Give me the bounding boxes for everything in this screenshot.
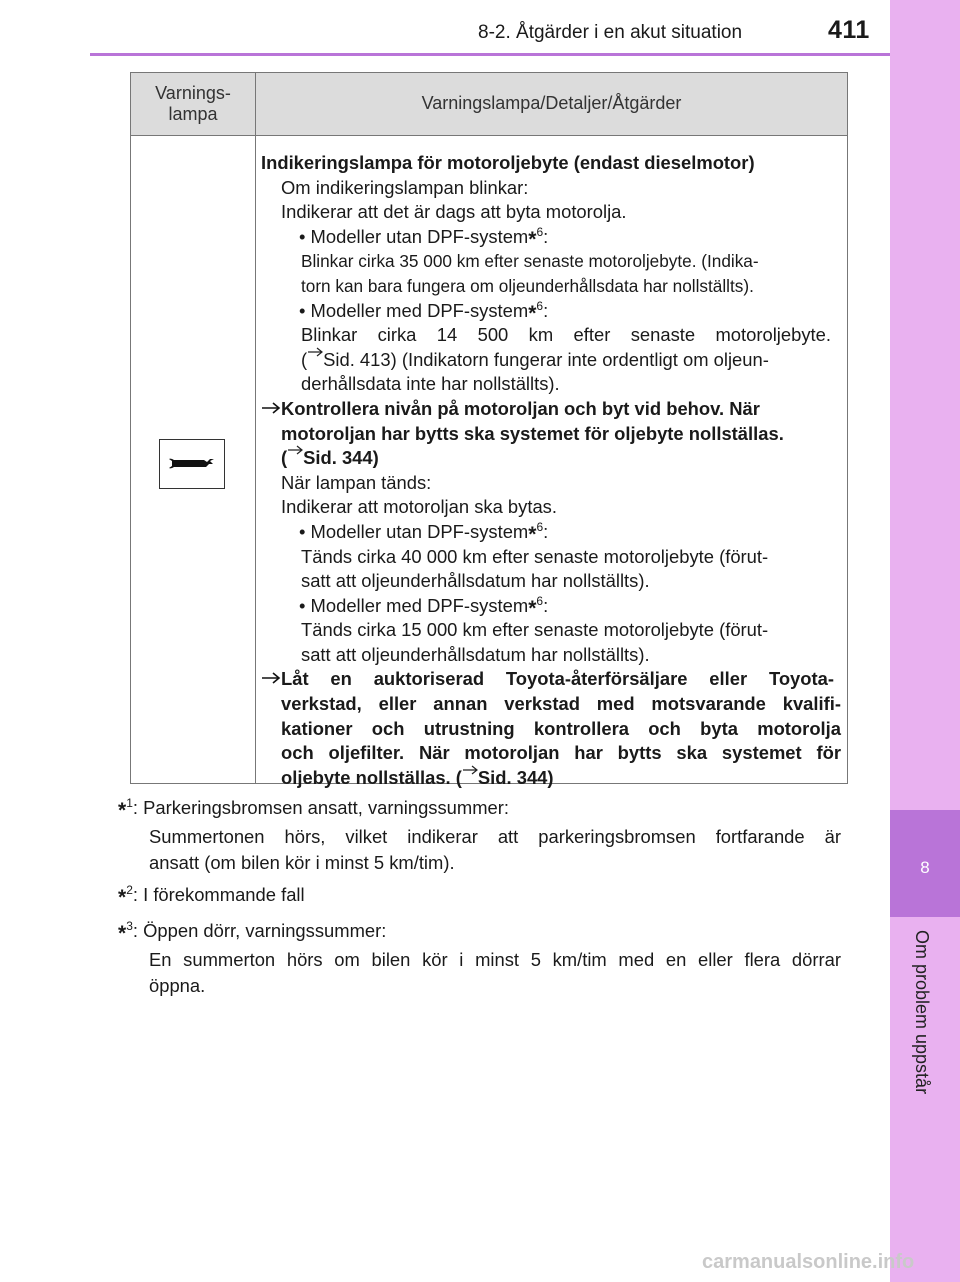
footnote-number: 2 — [126, 882, 133, 897]
text-line: torn kan bara fungera om oljeunderhållsdata har nollställts). — [301, 275, 754, 296]
arrow-right-icon — [462, 774, 478, 784]
footnote-text: Summertonen hörs, vilket indikerar att parkeringsbromsen fortfarande är — [149, 826, 841, 847]
arrow-right-icon — [307, 356, 323, 366]
text-span: oljebyte nollställas. ( — [281, 766, 462, 788]
text-span: kationer och utrustning kontrollera och byta motorolja — [281, 717, 841, 739]
column-divider — [255, 73, 256, 783]
text-line: Tänds cirka 40 000 km efter senaste motoroljebyte (förut- — [301, 545, 769, 567]
footnote-text: : Parkeringsbromsen ansatt, varningssummer: — [132, 797, 510, 818]
bullet-text: • Modeller med DPF-system — [299, 299, 529, 321]
colon: : — [543, 225, 549, 247]
chapter-number-box — [890, 810, 960, 917]
chapter-number: 8 — [920, 858, 930, 877]
text-line: När lampan tänds: — [281, 471, 432, 493]
action-line — [261, 717, 841, 742]
footnote-ref: 6 — [536, 298, 544, 313]
bullet-text: • Modeller med DPF-system — [299, 594, 529, 616]
text-span: Sid. 344) — [477, 766, 554, 788]
table-header-row — [131, 73, 847, 136]
footnote-star: * — [528, 596, 537, 620]
footnote-ref: 6 — [536, 224, 544, 239]
warning-lamp-table — [130, 72, 848, 788]
column-header-lamp-line1: Varnings- — [155, 83, 231, 103]
footnote-3 — [118, 918, 841, 999]
text-span: och oljefilter. När motoroljan har bytts ska systemet för — [281, 742, 841, 764]
bullet-item — [261, 594, 841, 619]
text-line — [261, 323, 831, 348]
text-span: Kontrollera nivån på motoroljan och byt vid behov. När — [281, 397, 760, 419]
footnote-star: * — [528, 522, 537, 546]
watermark: carmanualsonline.info — [702, 1251, 915, 1273]
footnote-star: * — [118, 799, 127, 822]
column-header-lamp-line2: lampa — [168, 104, 218, 124]
bullet-item — [261, 225, 841, 250]
footnote-number: 3 — [126, 918, 133, 933]
column-header-details: Varningslampa/Detaljer/Åtgärder — [421, 93, 682, 113]
footnote-text: : I förekommande fall — [132, 884, 305, 905]
footnote-star: * — [118, 886, 127, 909]
colon: : — [543, 594, 549, 616]
text-line: satt att oljeunderhållsdatum har nollställts). — [301, 570, 650, 592]
colon: : — [543, 520, 549, 542]
bullet-item — [261, 520, 841, 545]
footnote-text: ansatt (om bilen kör i minst 5 km/tim). — [149, 852, 455, 873]
text-span: ( — [301, 348, 308, 370]
action-line — [261, 766, 841, 791]
text-line: Tänds cirka 15 000 km efter senaste motoroljebyte (förut- — [301, 619, 769, 641]
footnote-star: * — [118, 922, 127, 945]
footnote-text: En summerton hörs om bilen kör i minst 5 km/tim med en eller flera dörrar — [149, 949, 841, 970]
action-line — [261, 446, 841, 471]
footnote-2 — [118, 882, 305, 911]
action-line — [261, 741, 841, 766]
text-span: Sid. 344) — [303, 447, 379, 469]
footnote-text: : Öppen dörr, varningssummer: — [132, 920, 387, 941]
text-span: Sid. 413) (Indikatorn fungerar inte ordentligt om oljeun- — [323, 348, 769, 370]
text-span: Blinkar cirka 14 500 km efter senaste motoroljebyte. — [301, 324, 831, 346]
footnote-star: * — [528, 227, 537, 251]
text-line: Indikerar att motoroljan ska bytas. — [281, 496, 557, 518]
text-span: ( — [281, 447, 288, 469]
wrench-icon — [159, 439, 225, 489]
column-header-lamp — [131, 83, 255, 125]
bullet-text: • Modeller utan DPF-system — [299, 225, 529, 247]
colon: : — [543, 299, 549, 321]
bullet-text: • Modeller utan DPF-system — [299, 520, 529, 542]
text-line: Indikerar att det är dags att byta motorolja. — [281, 201, 627, 223]
footnote-number: 1 — [126, 795, 133, 810]
text-line — [261, 249, 841, 274]
action-line: motoroljan har bytts ska systemet för oljebyte nollställas. — [281, 422, 784, 444]
footnote-ref: 6 — [536, 519, 544, 534]
text-line: derhållsdata inte har nollställts). — [301, 373, 560, 395]
text-line — [261, 348, 841, 373]
footnote-1 — [118, 795, 841, 876]
footnote-star: * — [528, 301, 537, 325]
page-number: 411 — [828, 16, 870, 44]
text-line: satt att oljeunderhållsdatum har nollställts). — [301, 643, 650, 665]
text-line: Om indikeringslampan blinkar: — [281, 176, 529, 198]
action-line — [261, 667, 841, 692]
action-line — [261, 397, 841, 422]
text-span: Låt en auktoriserad Toyota-återförsäljare eller Toyota- — [281, 668, 834, 690]
bullet-item — [261, 299, 841, 324]
warning-details-cell — [261, 145, 841, 790]
text-span: verkstad, eller annan verkstad med motsvarande kvalifi- — [281, 693, 841, 715]
text-span: Blinkar cirka 35 000 km efter senaste motoroljebyte. (Indika- — [301, 251, 759, 272]
section-title: 8-2. Åtgärder i en akut situation — [478, 22, 743, 43]
footnote-ref: 6 — [536, 593, 544, 608]
action-line — [261, 692, 841, 717]
arrow-right-icon — [287, 454, 303, 464]
chapter-title-vertical — [908, 930, 934, 1130]
header-rule — [90, 53, 890, 56]
chapter-title: Om problem uppstår — [912, 930, 932, 1095]
footnote-text: öppna. — [149, 975, 206, 996]
lamp-title: Indikeringslampa för motoroljebyte (endast dieselmotor) — [261, 152, 755, 173]
